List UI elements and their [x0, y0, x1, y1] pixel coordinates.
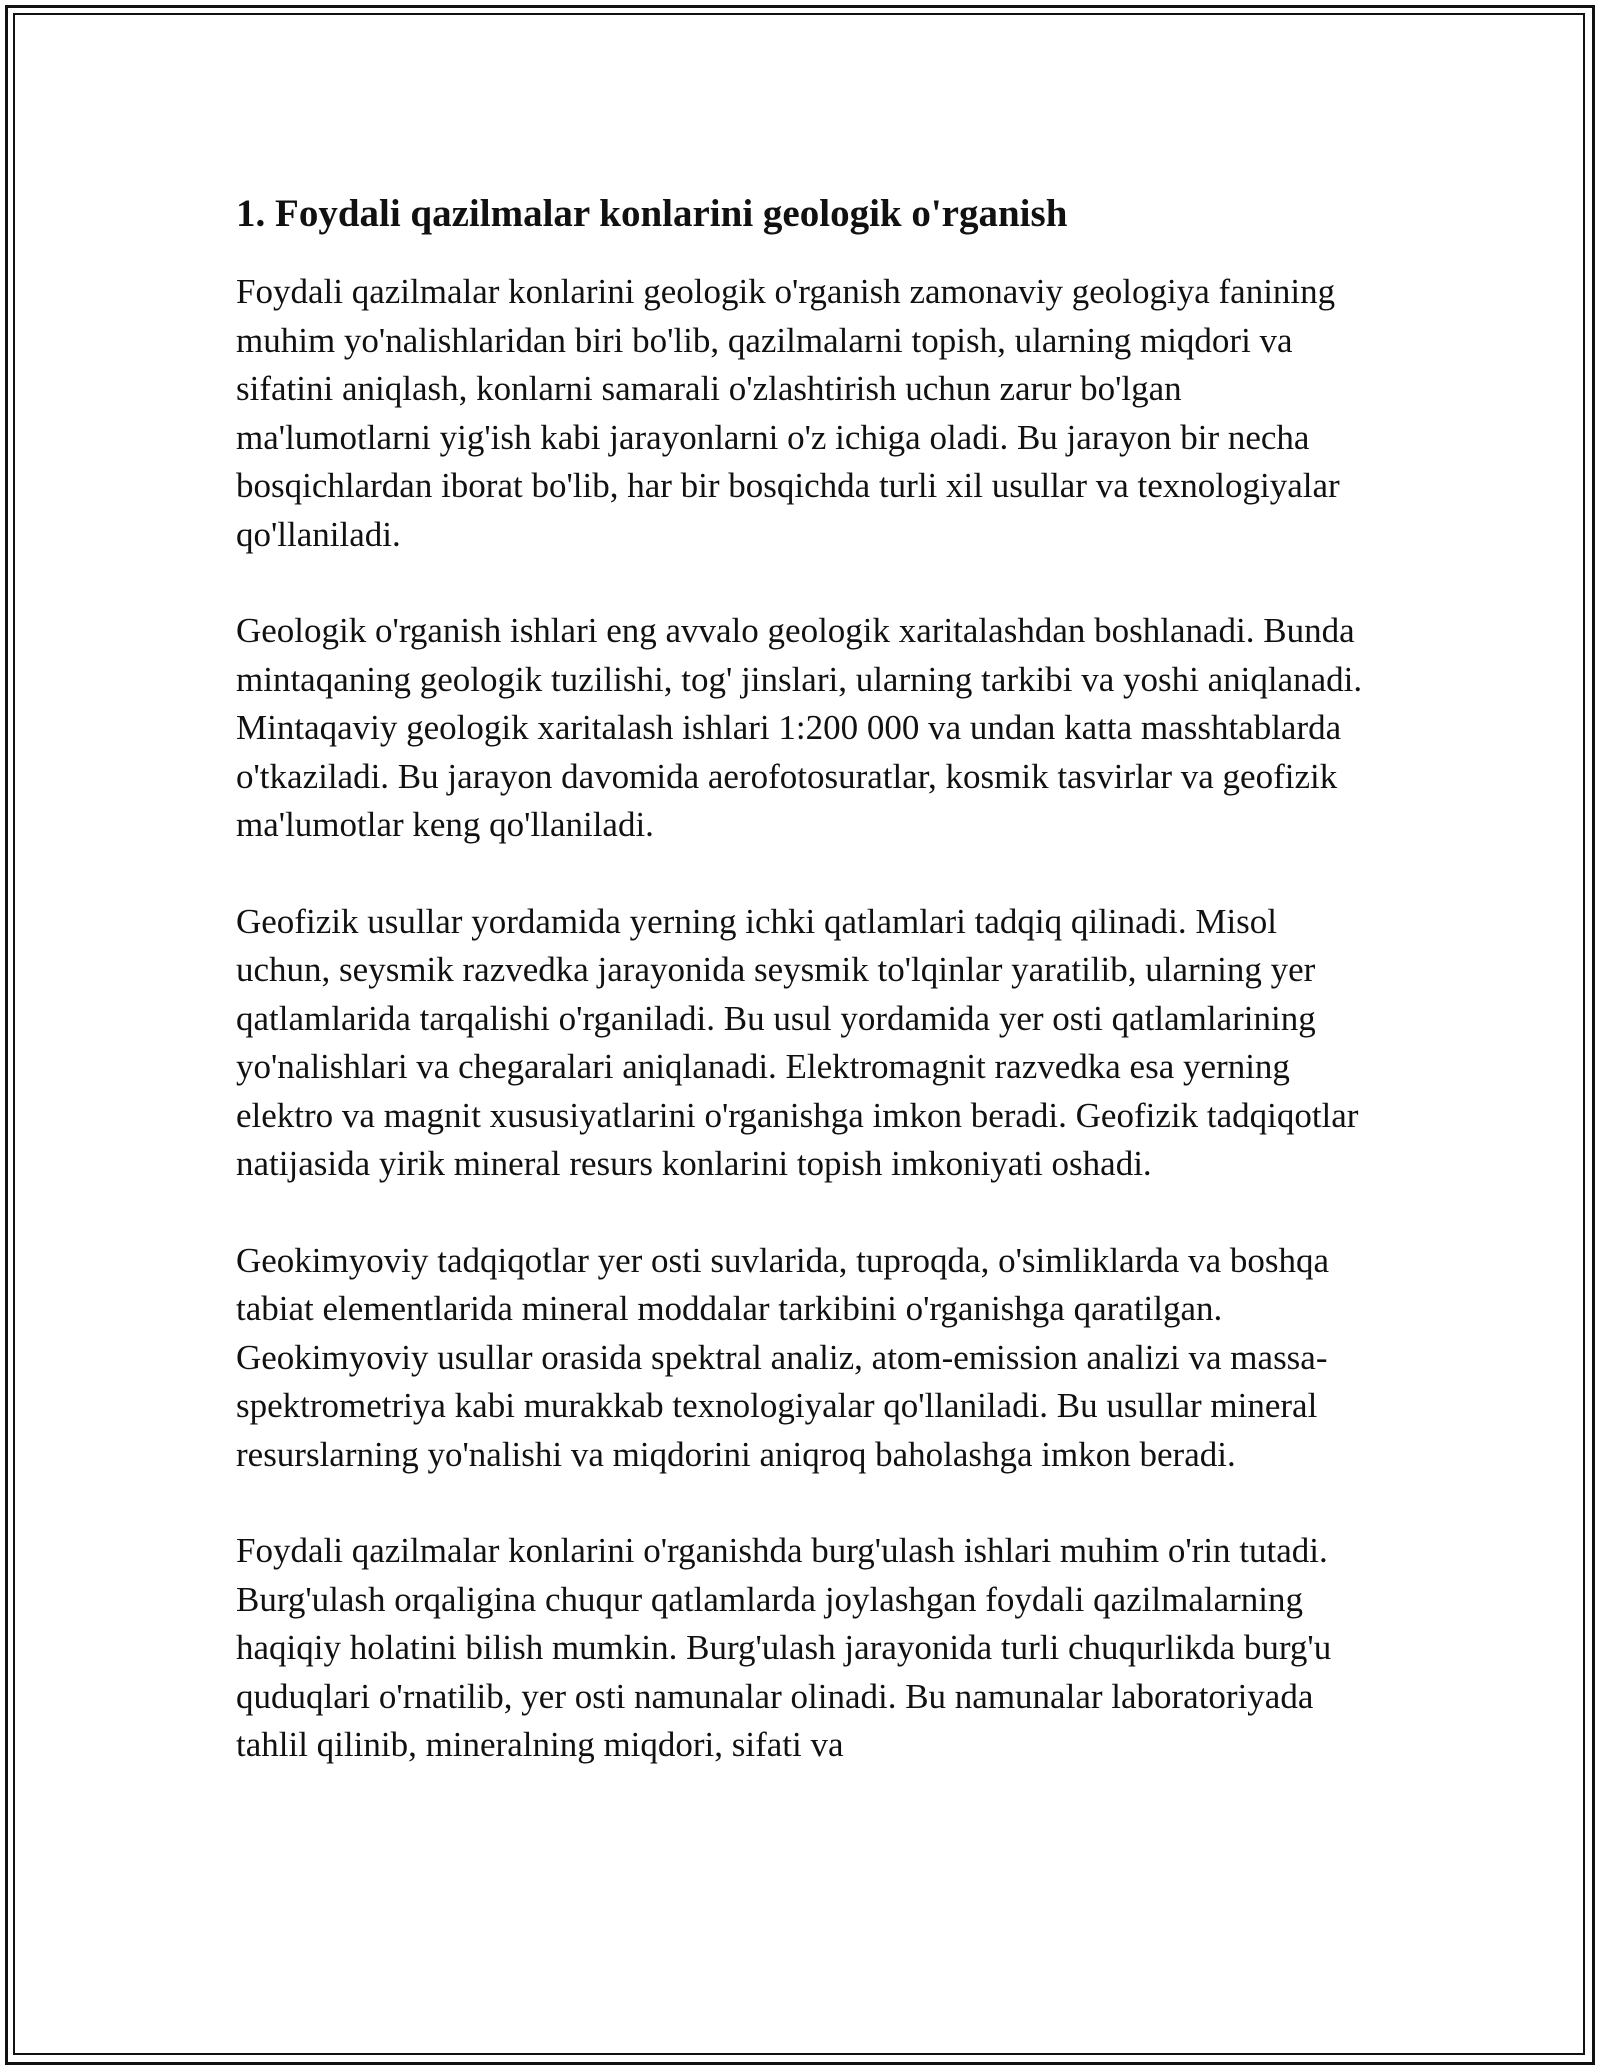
section-heading: 1. Foydali qazilmalar konlarini geologik o'rganish: [236, 192, 1068, 235]
paragraph-geologic-mapping: Geologik o'rganish ishlari eng avvalo geologik xaritalashdan boshlanadi. Bunda mintaqaning geologik tuzilishi, tog' jinslari, ularning tarkibi va yoshi aniqlanadi. Mintaqaviy geologik xaritalash ishlari 1:200 000 va undan katta masshtablarda o'tkaziladi. Bu jarayon davomida aerofotosuratlar, kosmik tasvirlar va geofizik ma'lumotlar keng qo'llaniladi.: [236, 611, 1363, 844]
document-body: [236, 188, 1372, 1818]
paragraph-geochemical-research: Geokimyoviy tadqiqotlar yer osti suvlarida, tuproqda, o'simliklarda va boshqa tabiat elementlarida mineral moddalar tarkibini o'rganishga qaratilgan. Geokimyoviy usullar orasida spektral analiz, atom-emission analizi va massa-spektrometriya kabi murakkab texnologiyalar qo'llaniladi. Bu usullar mineral resurslarning yo'nalishi va miqdorini aniqroq baholashga imkon beradi.: [236, 1240, 1330, 1474]
paragraph-geophysical-methods: Geofizik usullar yordamida yerning ichki qatlamlari tadqiq qilinadi. Misol uchun, seysmik razvedka jarayonida seysmik to'lqinlar yaratilib, ularning yer qatlamlarida tarqalishi o'rganiladi. Bu usul yordamida yer osti qatlamlarining yo'nalishlari va chegaralari aniqlanadi. Elektromagnit razvedka esa yerning elektro va magnit xususiyatlarini o'rganishga imkon beradi. Geofizik tadqiqotlar natijasida yirik mineral resurs konlarini topish imkoniyati oshadi.: [236, 901, 1359, 1183]
paragraph-drilling: Foydali qazilmalar konlarini o'rganishda burg'ulash ishlari muhim o'rin tutadi. Burg'ulash orqaligina chuqur qatlamlarda joylashgan foydali qazilmalarning haqiqiy holatini bilish mumkin. Burg'ulash jarayonida turli chuqurlikda burg'u quduqlari o'rnatilib, yer osti namunalar olinadi. Bu namunalar laboratoriyada tahlil qilinib, mineralning miqdori, sifati va: [236, 1531, 1332, 1764]
paragraph-intro: Foydali qazilmalar konlarini geologik o'rganish zamonaviy geologiya fanining muhim yo'nalishlaridan biri bo'lib, qazilmalarni topish, ularning miqdori va sifatini aniqlash, konlarni samarali o'zlashtirish uchun zarur bo'lgan ma'lumotlarni yig'ish kabi jarayonlarni o'z ichiga oladi. Bu jarayon bir necha bosqichlardan iborat bo'lib, har bir bosqichda turli xil usullar va texnologiyalar qo'llaniladi.: [236, 272, 1340, 554]
